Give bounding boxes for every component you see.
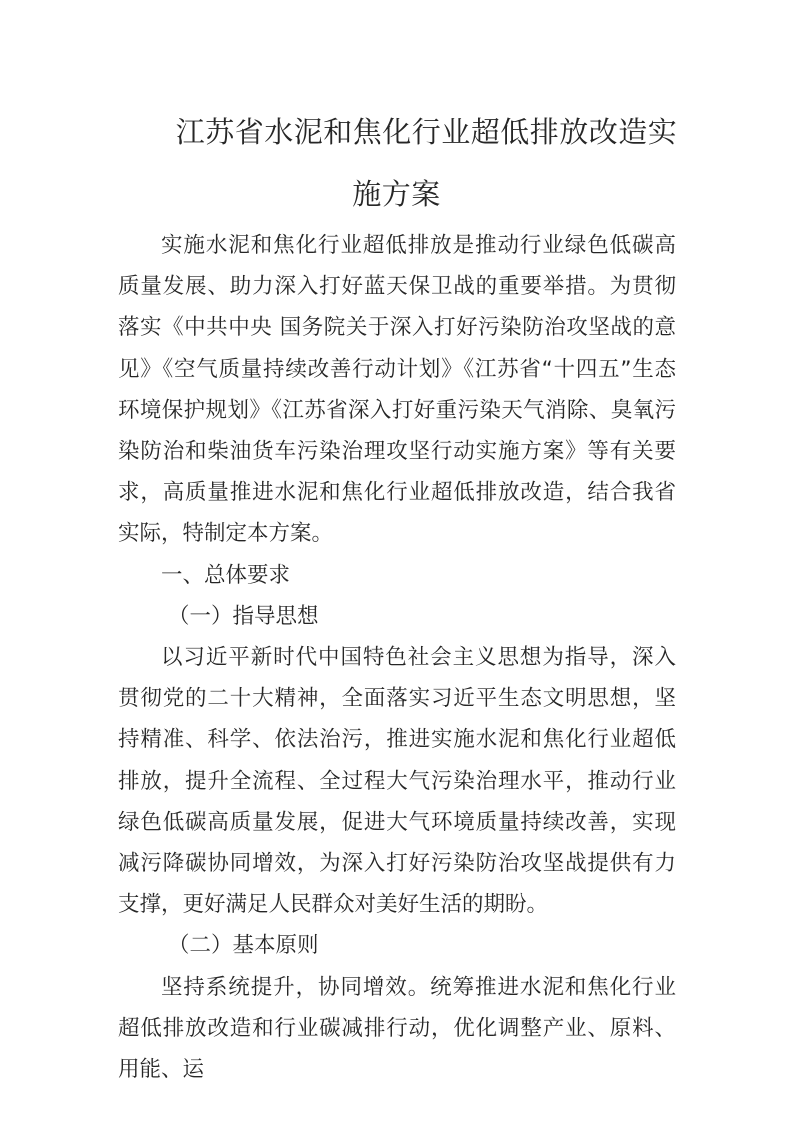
document-title-line1: 江苏省水泥和焦化行业超低排放改造实: [175, 115, 678, 149]
document-body: [118, 225, 676, 1090]
intro-paragraph: 实施水泥和焦化行业超低排放是推动行业绿色低碳高质量发展、助力深入打好蓝天保卫战的重要举措。为贯彻落实《中共中央 国务院关于深入打好污染防治攻坚战的意见》《空气质量持续改善行动计划》《江苏省“十四五”生态环境保护规划》《江苏省深入打好重污染天气消除、臭氧污染防治和柴油货车污染治理攻坚行动实施方案》等有关要求，高质量推进水泥和焦化行业超低排放改造，结合我省实际，特制定本方案。: [118, 233, 676, 547]
guiding-ideology-paragraph: 以习近平新时代中国特色社会主义思想为指导，深入贯彻党的二十大精神，全面落实习近平生态文明思想，坚持精准、科学、依法治污，推进实施水泥和焦化行业超低排放，提升全流程、全过程大气污染治理水平，推动行业绿色低碳高质量发展，促进大气环境质量持续改善，实现减污降碳协同增效，为深入打好污染防治攻坚战提供有力支撑，更好满足人民群众对美好生活的期盼。: [118, 645, 676, 918]
document-title-line2: 施方案: [352, 177, 441, 211]
basic-principles-paragraph: 坚持系统提升，协同增效。统筹推进水泥和焦化行业超低排放改造和行业碳减排行动，优化调整产业、原料、用能、运: [118, 974, 676, 1083]
subsection-heading-guiding-ideology: （一）指导思想: [168, 603, 319, 629]
subsection-heading-basic-principles: （二）基本原则: [168, 933, 319, 959]
section-heading-general-requirements: 一、总体要求: [161, 562, 291, 588]
